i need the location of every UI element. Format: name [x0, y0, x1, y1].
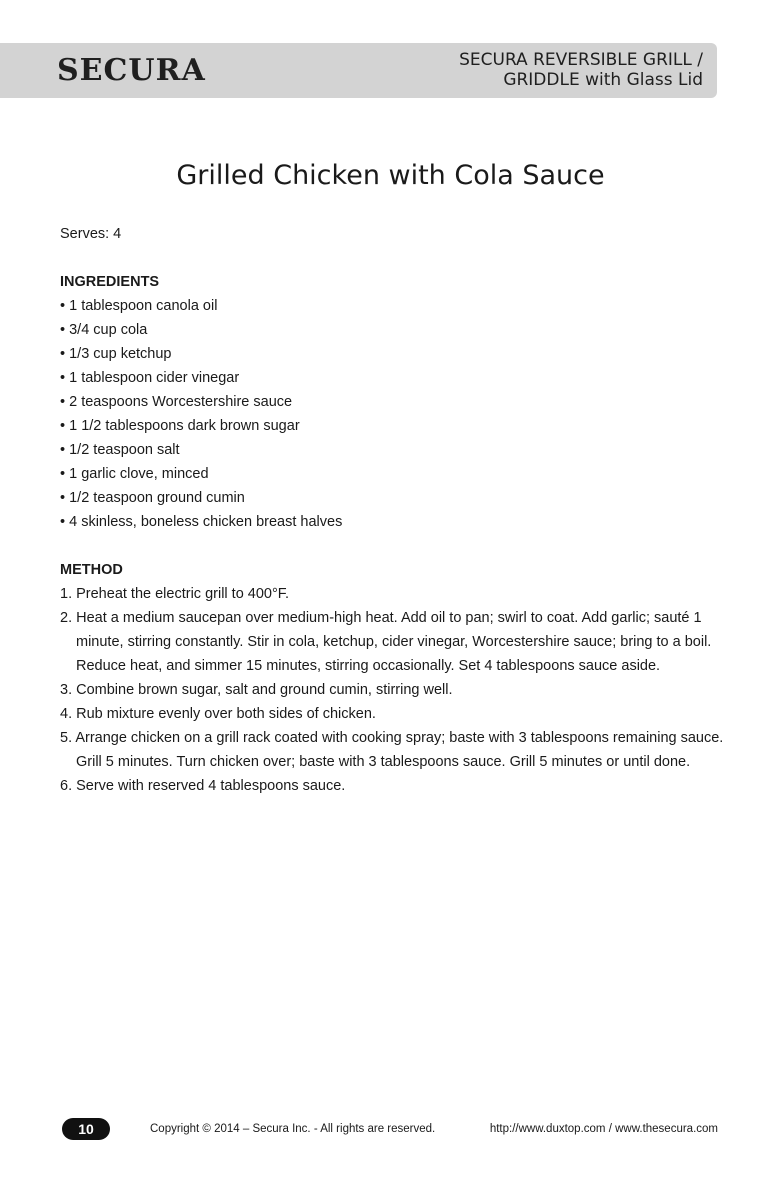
brand-logo: SECURA [57, 53, 206, 88]
recipe-title: Grilled Chicken with Cola Sauce [176, 160, 605, 191]
ingredient-item: • 1/2 teaspoon salt [60, 438, 725, 462]
ingredient-item: • 2 teaspoons Worcestershire sauce [60, 390, 725, 414]
serves-text: Serves: 4 [60, 226, 122, 242]
method-step: 1. Preheat the electric grill to 400°F. [60, 586, 290, 602]
ingredients-heading: INGREDIENTS [60, 274, 160, 290]
ingredient-item: • 1/2 teaspoon ground cumin [60, 486, 725, 510]
ingredients-list [60, 294, 725, 534]
product-title-line2: GRIDDLE with Glass Lid [503, 70, 703, 90]
ingredient-item: • 1 tablespoon cider vinegar [60, 366, 725, 390]
ingredient-item: • 4 skinless, boneless chicken breast halves [60, 510, 725, 534]
header-bar [0, 43, 717, 98]
ingredient-item: • 1 tablespoon canola oil [60, 294, 725, 318]
method-step: 6. Serve with reserved 4 tablespoons sauce. [60, 778, 346, 794]
method-step: 2. Heat a medium saucepan over medium-high heat. Add oil to pan; swirl to coat. Add garlic; sauté 1 minute, stirring constantly. Stir in cola, ketchup, cider vinegar, Worcestershire sauce; bring to a boil. Reduce heat, and simmer 15 minutes, stirring occasionally. Set 4 tablespoons sauce aside. [60, 610, 712, 674]
product-title-line1: SECURA REVERSIBLE GRILL / [459, 50, 703, 70]
page-footer [0, 1118, 781, 1142]
ingredient-item: • 1/3 cup ketchup [60, 342, 725, 366]
method-list [60, 582, 725, 798]
method-step: 3. Combine brown sugar, salt and ground cumin, stirring well. [60, 682, 453, 698]
ingredient-item: • 3/4 cup cola [60, 318, 725, 342]
recipe-content [60, 222, 725, 798]
product-title [459, 50, 703, 90]
ingredient-item: • 1 garlic clove, minced [60, 462, 725, 486]
ingredient-item: • 1 1/2 tablespoons dark brown sugar [60, 414, 725, 438]
website-url: http://www.duxtop.com / www.thesecura.com [489, 1123, 718, 1135]
method-heading: METHOD [60, 562, 123, 578]
method-step: 5. Arrange chicken on a grill rack coated with cooking spray; baste with 3 tablespoons remaining sauce. Grill 5 minutes. Turn chicken over; baste with 3 tablespoons sauce. Grill 5 minutes or until done. [60, 730, 724, 770]
method-step: 4. Rub mixture evenly over both sides of chicken. [60, 706, 376, 722]
page-number-badge: 10 [62, 1118, 110, 1140]
copyright-text: Copyright © 2014 – Secura Inc. - All rights are reserved. [150, 1123, 436, 1135]
